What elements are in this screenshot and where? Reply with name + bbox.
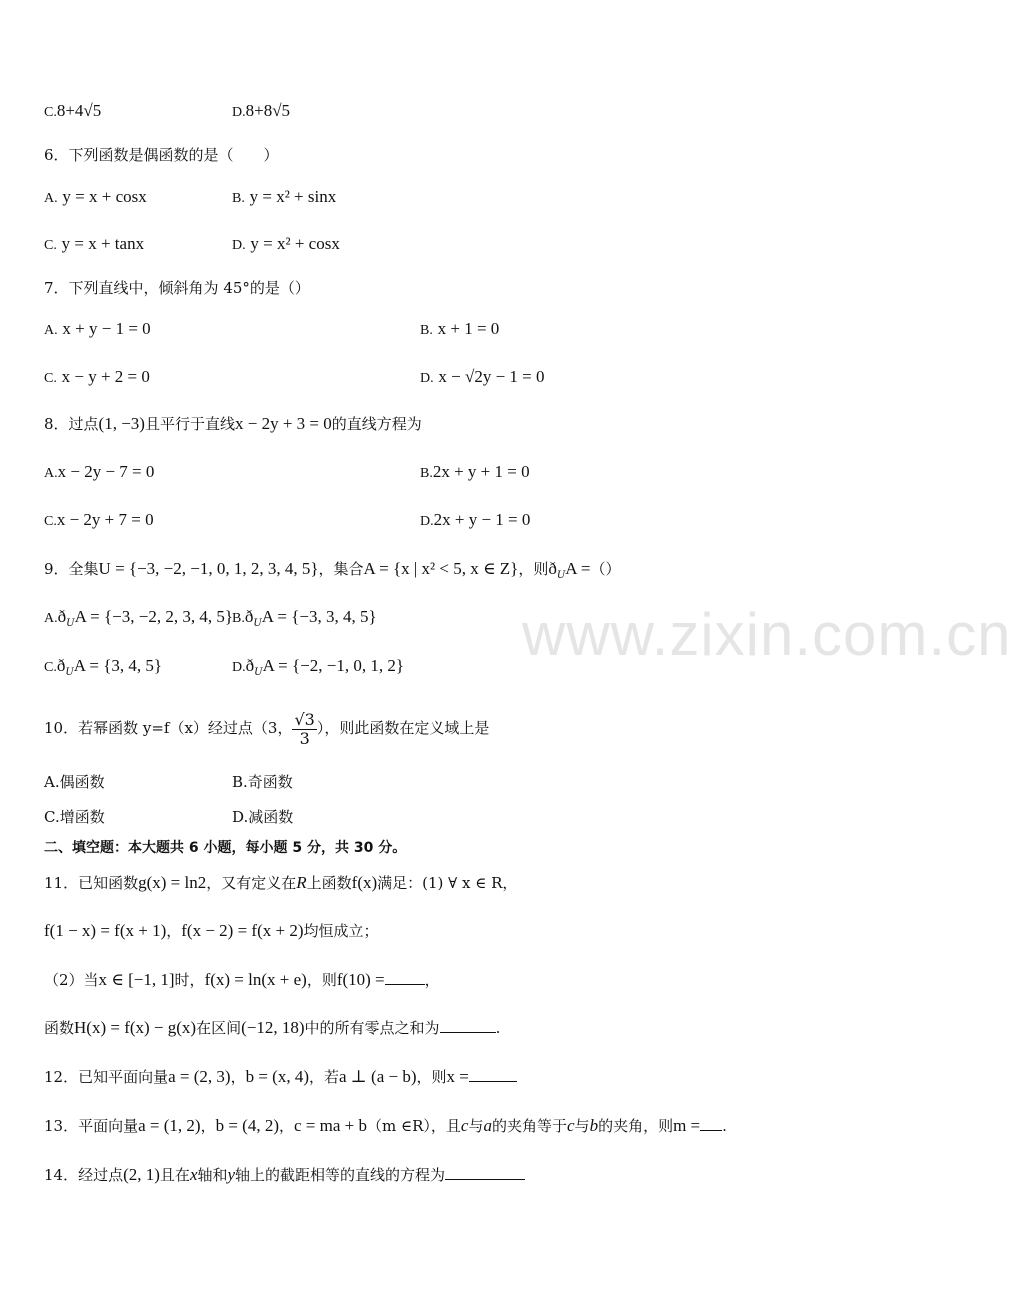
answer-blank[interactable]	[469, 1065, 517, 1082]
option-label: D.	[232, 660, 246, 675]
q10-option-b: B.奇函数	[232, 773, 293, 791]
stem-text: 时，	[174, 971, 205, 989]
option-label: B.	[232, 611, 245, 626]
vector-a-math: a = (1, 2)	[138, 1116, 201, 1135]
point-math: (1, −3)	[98, 414, 145, 433]
vector-c: c	[460, 1116, 469, 1135]
q7-option-a	[44, 318, 151, 342]
q6-option-c	[44, 233, 144, 257]
q10-option-a: A.偶函数	[44, 773, 105, 791]
stem-text: ，又有定义在	[206, 874, 297, 892]
stem-text: 轴上的截距相等的直线的方程为	[235, 1166, 446, 1184]
q6-option-b	[232, 186, 336, 210]
q5-option-d	[232, 100, 290, 124]
option-label: C.	[44, 238, 57, 253]
stem-text: ），则此函数在定义域上是	[316, 719, 490, 737]
complement-subscript: U	[556, 570, 566, 581]
x-math: x =	[446, 1067, 469, 1086]
option-math: 2x + y + 1 = 0	[432, 462, 530, 481]
option-math: y = x² + sinx	[249, 187, 337, 206]
q11-line1	[44, 872, 517, 894]
stem-text: 12．已知平面向量	[44, 1068, 169, 1086]
y-axis-symbol: y	[227, 1165, 236, 1184]
stem-text: 的夹角等于	[491, 1117, 567, 1135]
q10-option-c: C.增函数	[44, 808, 105, 826]
stem-text: 13．平面向量	[44, 1117, 139, 1135]
q5-option-c	[44, 100, 101, 124]
option-label: B.	[420, 466, 433, 481]
q8-option-d	[420, 509, 530, 533]
option-math: A = {3, 4, 5}	[73, 656, 163, 675]
interval-math: x ∈ [−1, 1]	[98, 970, 175, 989]
section-heading: 二、填空题：本大题共 6 小题，每小题 5 分，共 30 分。	[44, 840, 407, 856]
equation-math: f(1 − x) = f(x + 1)	[44, 921, 167, 940]
option-label: D.	[420, 514, 434, 529]
stem-text: 与	[574, 1117, 590, 1135]
vector-b-math: b = (4, 2)	[215, 1116, 279, 1135]
stem-text: ，	[424, 971, 440, 989]
stem-text: 的夹角，则	[598, 1117, 674, 1135]
x-axis-symbol: x	[189, 1165, 198, 1184]
complement-subscript: U	[66, 618, 75, 629]
vector-c-math: c = ma + b	[294, 1116, 368, 1135]
option-label: D.	[232, 238, 246, 253]
fraction	[292, 711, 316, 748]
option-math: x − 2y − 7 = 0	[57, 462, 155, 481]
stem-text: 11．已知函数	[44, 874, 139, 892]
q9-stem	[44, 558, 620, 587]
q9-option-c	[44, 655, 162, 684]
answer-blank[interactable]	[440, 1016, 496, 1033]
q6-option-d	[232, 233, 340, 257]
stem-text: ，	[279, 1117, 295, 1135]
m-math: m =	[673, 1116, 701, 1135]
stem-text: 均恒成立；	[303, 922, 379, 940]
option-math: A = {−2, −1, 0, 1, 2}	[262, 656, 404, 675]
set-a-math: A = {x | x² < 5, x ∈ Z}	[363, 559, 519, 578]
line-math: x − 2y + 3 = 0	[234, 414, 332, 433]
stem-text: ，且	[430, 1117, 461, 1135]
stem-text: 9．全集	[44, 560, 99, 578]
stem-text: 10．若幂函数 y=f（x）经过点（3，	[44, 719, 293, 737]
option-math: 8+4√5	[56, 101, 102, 120]
option-math: x − 2y + 7 = 0	[56, 510, 154, 529]
stem-text: （2）当	[44, 971, 99, 989]
q9-option-a	[44, 606, 233, 635]
stem-text: 与	[468, 1117, 484, 1135]
stem-text: 中的所有零点之和为	[304, 1019, 440, 1037]
option-label: A.	[44, 191, 58, 206]
option-label: C.	[44, 105, 57, 120]
stem-text: ，	[200, 1117, 216, 1135]
q7-option-d	[420, 366, 545, 390]
stem-text: .	[722, 1117, 727, 1135]
stem-text: 在区间	[196, 1019, 242, 1037]
q14-stem	[44, 1163, 525, 1186]
stem-text: （）	[590, 560, 621, 578]
option-math: x − √2y − 1 = 0	[438, 367, 545, 386]
stem-text: 的直线方程为	[331, 415, 422, 433]
q8-option-a	[44, 461, 154, 485]
complement-symbol: ð	[245, 656, 255, 675]
option-math: y = x² + cosx	[250, 234, 340, 253]
fraction-denominator: 3	[299, 728, 310, 748]
q7-stem: 7．下列直线中，倾斜角为 45°的是（）	[44, 279, 310, 297]
vector-a-math: a = (2, 3)	[168, 1067, 231, 1086]
condition-math: a ⊥ (a − b)	[339, 1067, 417, 1086]
option-label: D.	[420, 371, 434, 386]
option-label: C.	[44, 514, 57, 529]
stem-text: 14．经过点	[44, 1166, 124, 1184]
answer-blank[interactable]	[700, 1114, 722, 1131]
option-label: D.	[232, 105, 246, 120]
complement-symbol: ð	[548, 559, 557, 578]
q6-stem: 6．下列函数是偶函数的是（ ）	[44, 146, 279, 164]
stem-text: ，	[230, 1068, 246, 1086]
option-math: x + y − 1 = 0	[62, 319, 151, 338]
q11-line2	[44, 920, 379, 942]
complement-subscript: U	[254, 667, 263, 678]
q10-option-d: D.减函数	[232, 808, 294, 826]
function-h-math: H(x) = f(x) − g(x)	[74, 1018, 197, 1037]
option-label: B.	[420, 323, 433, 338]
stem-text: 且在	[159, 1166, 190, 1184]
complement-subscript: U	[65, 667, 74, 678]
stem-text: 8．过点	[44, 415, 99, 433]
stem-text: ，则	[306, 971, 337, 989]
option-label: C.	[44, 371, 57, 386]
option-label: B.	[232, 191, 245, 206]
q8-option-b	[420, 461, 530, 485]
option-math: A = {−3, −2, 2, 3, 4, 5}	[74, 607, 233, 626]
stem-text: 且平行于直线	[144, 415, 235, 433]
answer-blank[interactable]	[385, 968, 425, 985]
interval-math: (−12, 18)	[241, 1018, 305, 1037]
q8-stem	[44, 413, 422, 435]
option-label: A.	[44, 611, 58, 626]
equation-math: f(x) = ln(x + e)	[204, 970, 307, 989]
point-math: (2, 1)	[123, 1165, 160, 1184]
domain-symbol: R	[296, 873, 307, 892]
option-math: x − y + 2 = 0	[61, 367, 150, 386]
q10-stem	[44, 708, 489, 748]
option-label: A.	[44, 466, 58, 481]
equation-math: f(x − 2) = f(x + 2)	[181, 921, 304, 940]
stem-math: A =	[565, 559, 591, 578]
option-label: A.	[44, 323, 58, 338]
condition-text: （m ∈R）	[367, 1117, 431, 1135]
option-math: y = x + cosx	[62, 187, 147, 206]
option-math: 2x + y − 1 = 0	[433, 510, 531, 529]
stem-text: 上函数	[306, 874, 352, 892]
q12-stem	[44, 1065, 517, 1088]
complement-subscript: U	[253, 618, 262, 629]
option-math: 8+8√5	[245, 101, 291, 120]
stem-text: 轴和	[197, 1166, 228, 1184]
q11-line4	[44, 1016, 500, 1039]
stem-text: ，	[166, 922, 182, 940]
stem-text: ，集合	[318, 560, 364, 578]
q7-option-c	[44, 366, 150, 390]
stem-text: 满足：(1) ∀ x ∈ R，	[377, 874, 518, 892]
vector-a: a	[483, 1116, 492, 1135]
q8-option-c	[44, 509, 154, 533]
function-f-math: f(x)	[351, 873, 378, 892]
vector-c: c	[567, 1116, 575, 1135]
option-math: y = x + tanx	[61, 234, 145, 253]
f10-math: f(10) =	[336, 970, 385, 989]
stem-text: ，则	[416, 1068, 447, 1086]
set-u-math: U = {−3, −2, −1, 0, 1, 2, 3, 4, 5}	[98, 559, 319, 578]
complement-symbol: ð	[57, 607, 67, 626]
option-math: A = {−3, 3, 4, 5}	[261, 607, 377, 626]
q6-option-a	[44, 186, 147, 210]
complement-symbol: ð	[244, 607, 254, 626]
q9-option-d	[232, 655, 404, 684]
stem-text: ，则	[518, 560, 549, 578]
vector-b: b	[589, 1116, 599, 1135]
q7-option-b	[420, 318, 499, 342]
fraction-numerator: √3	[294, 709, 315, 729]
function-g-math: g(x) = ln2	[138, 873, 207, 892]
q11-line3	[44, 968, 440, 991]
option-math: x + 1 = 0	[437, 319, 500, 338]
q13-stem	[44, 1114, 727, 1137]
option-label: C.	[44, 660, 57, 675]
complement-symbol: ð	[56, 656, 66, 675]
stem-text: .	[495, 1019, 501, 1037]
vector-b-math: b = (x, 4)	[245, 1067, 309, 1086]
stem-text: 函数	[44, 1019, 75, 1037]
q9-option-b	[232, 606, 377, 635]
answer-blank[interactable]	[445, 1163, 525, 1180]
stem-text: ，若	[309, 1068, 340, 1086]
watermark: www.zixin.com.cn	[522, 601, 1011, 668]
